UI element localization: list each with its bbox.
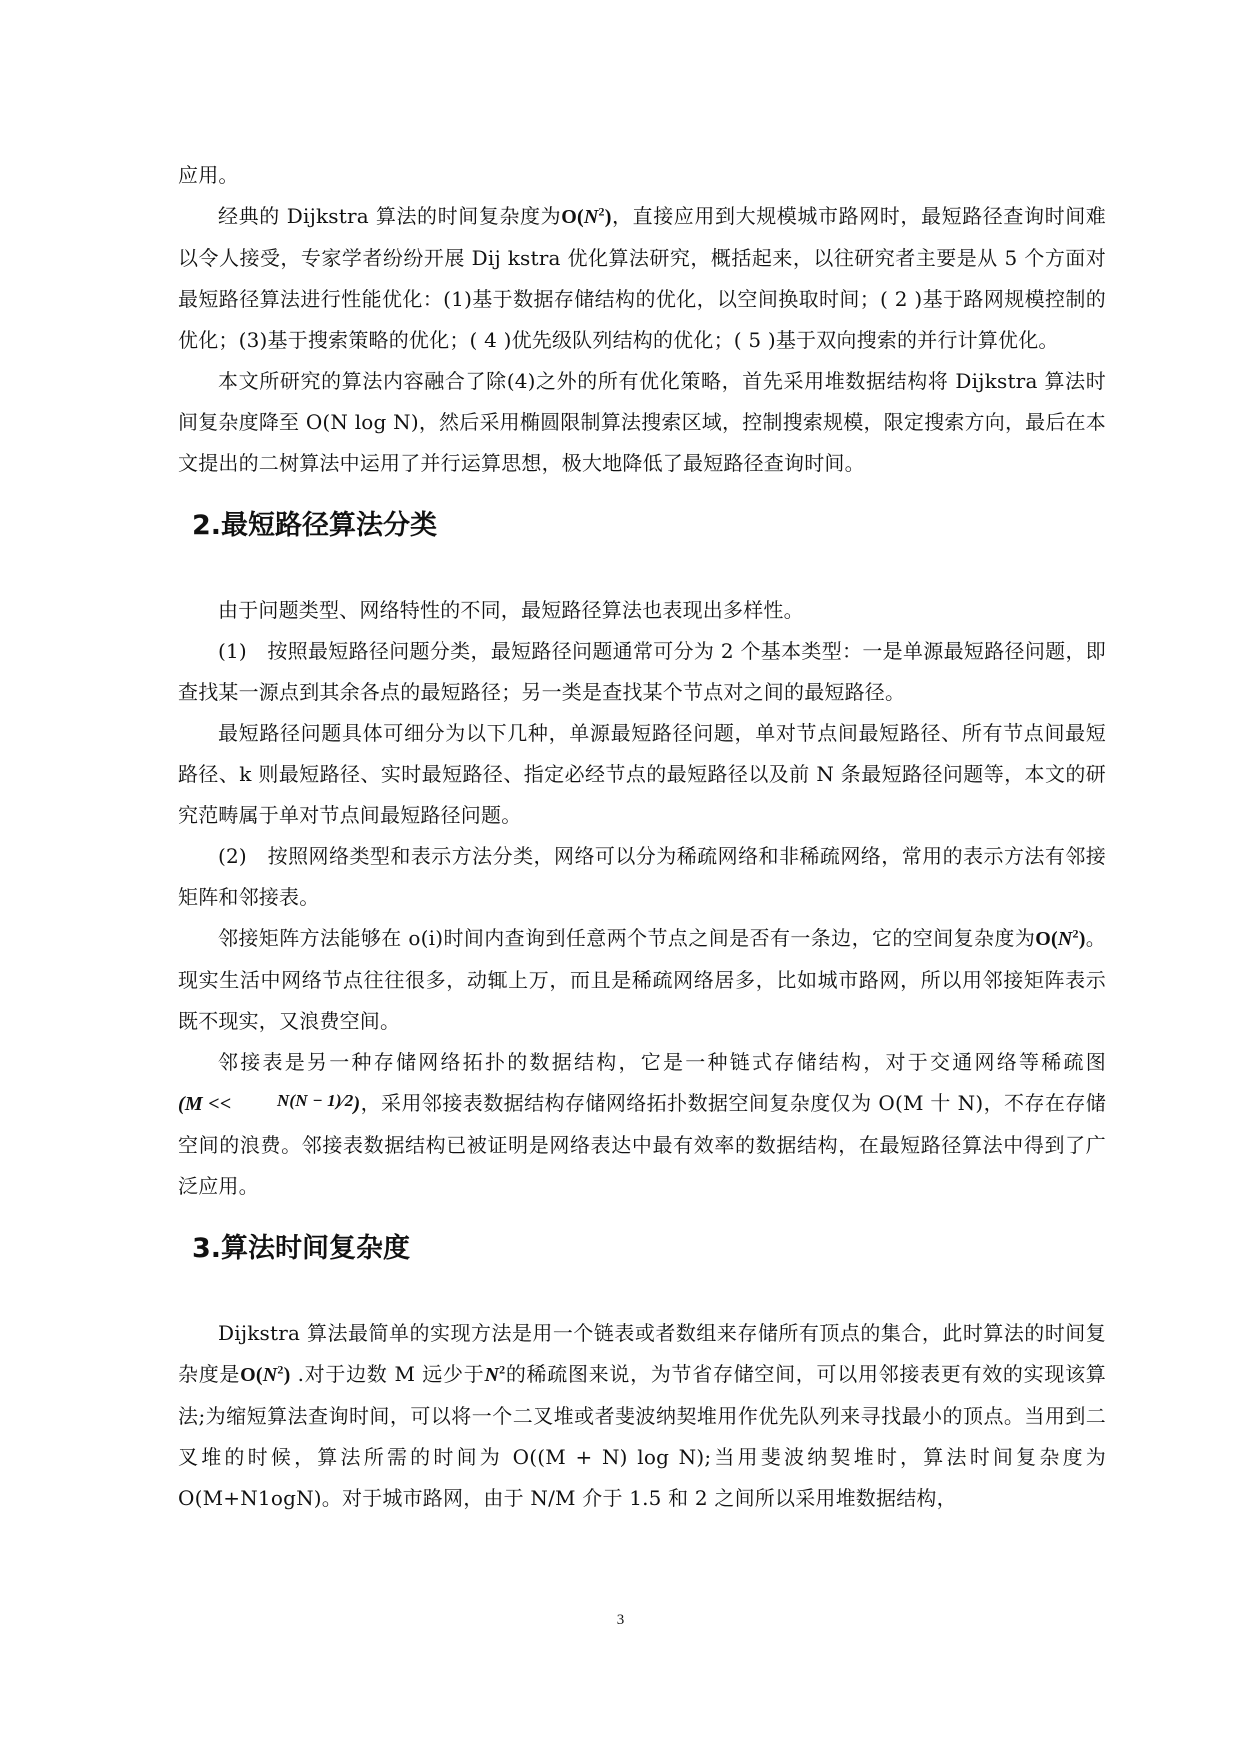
formula-part: )	[1078, 928, 1086, 950]
formula-o-n-squared	[240, 1364, 290, 1386]
page-body	[178, 155, 1106, 1519]
paragraph-adjacency-matrix	[178, 918, 1106, 1042]
formula-part: )	[283, 1364, 291, 1386]
spacer	[178, 546, 1106, 590]
formula-part: N(N − 1)	[276, 1091, 342, 1110]
paragraph-algorithm-overview: 本文所研究的算法内容融合了除(4)之外的所有优化策略，首先采用堆数据结构将 Dijkstra 算法时间复杂度降至 O(N log N)，然后采用椭圆限制算法搜索区域，控制搜索规模，限定搜索方向，最后在本文提出的二树算法中运用了并行运算思想，极大地降低了最短路径查询时间。	[178, 369, 1106, 475]
spacer	[178, 1269, 1106, 1313]
formula-part: 2	[499, 1362, 506, 1377]
formula-fraction	[237, 1080, 354, 1121]
text: ，采用邻接表数据结构存储网络拓扑数据空间复杂度仅为 O(M 十 N)，不存在存储空间的浪费。邻接表数据结构已被证明是网络表达中最有效率的数据结构，在最短路径算法中得到了广泛应用。	[178, 1091, 1106, 1198]
paragraph: (1) 按照最短路径问题分类，最短路径问题通常可分为 2 个基本类型：一是单源最短路径问题，即查找某一源点到其余各点的最短路径；另一类是查找某个节点对之间的最短路径。	[178, 639, 1106, 704]
formula-o-n-squared	[1035, 928, 1085, 950]
formula-sparse-condition: (M << N(N − 1)⁄2)	[178, 1093, 360, 1115]
paragraph: (2) 按照网络类型和表示方法分类，网络可以分为稀疏网络和非稀疏网络，常用的表示方法有邻接矩阵和邻接表。	[178, 844, 1106, 909]
paragraph-time-complexity	[178, 1313, 1106, 1519]
section-heading-3: 3.算法时间复杂度	[192, 1233, 411, 1264]
formula-part: M	[184, 1093, 203, 1115]
formula-o-n-squared	[561, 206, 611, 228]
page-number: 3	[616, 1612, 625, 1628]
paragraph: 由于问题类型、网络特性的不同，最短路径算法也表现出多样性。	[218, 598, 804, 622]
paragraph-continuation: 应用。	[178, 163, 239, 187]
text: .对于边数 M 远少于	[290, 1362, 485, 1386]
formula-part: 2	[277, 1362, 284, 1377]
formula-part: O(	[240, 1364, 263, 1386]
formula-part: N	[583, 206, 599, 228]
formula-part: <<	[202, 1093, 237, 1115]
text: 邻接矩阵方法能够在 o(i)时间内查询到任意两个节点之间是否有一条边，它的空间复杂度为	[218, 926, 1036, 950]
formula-part: 2	[344, 1091, 354, 1110]
formula-part: ⁄	[341, 1091, 345, 1110]
section-heading-2: 2.最短路径算法分类	[192, 510, 438, 541]
text: 的稀疏图来说，为节省存储空间，可以用邻接表更有效的实现该算法;为缩短算法查询时间，可以将一个二叉堆或者斐波纳契堆用作优先队列来寻找最小的顶点。当用到二叉堆的时候，算法所需的时间为 O((M + N) log N);当用斐波纳契堆时，算法时间复杂度为 O(M+N1ogN)。对于城市路网，由于 N/M 介于 1.5 和 2 之间所以采用堆数据结构，	[178, 1362, 1106, 1510]
formula-part: N	[1057, 928, 1073, 950]
formula-part: )	[604, 206, 612, 228]
text: Dijkstra 算法最简单的实现方法是用一个链表或者数组来存储所有顶点的集合，此时算法的时间复杂度是	[178, 1321, 1106, 1386]
formula-part: O(	[561, 206, 584, 228]
formula-part: N	[262, 1364, 278, 1386]
text: ，直接应用到大规模城市路网时，最短路径查询时间难以令人接受，专家学者纷纷开展 Dij kstra 优化算法研究，概括起来，以往研究者主要是从 5 个方面对最短路径算法进行性能优化：(1)基于数据存储结构的优化，以空间换取时间；( 2 )基于路网规模控制的优化；(3)基于搜索策略的优化；( 4 )优先级队列结构的优化；( 5 )基于双向搜索的并行计算优化。	[178, 204, 1106, 352]
paragraph-adjacency-list	[178, 1042, 1106, 1207]
text: 邻接表是另一种存储网络拓扑的数据结构，它是一种链式存储结构，对于交通网络等稀疏图	[218, 1050, 1106, 1074]
formula-part: O(	[1035, 928, 1058, 950]
formula-n-squared	[484, 1364, 505, 1386]
paragraph: 最短路径问题具体可细分为以下几种，单源最短路径问题，单对节点间最短路径、所有节点间最短路径、k 则最短路径、实时最短路径、指定必经节点的最短路径以及前 N 条最短路径问题等，本文的研究范畴属于单对节点间最短路径问题。	[178, 721, 1106, 827]
text: 。现实生活中网络节点往往很多，动辄上万，而且是稀疏网络居多，比如城市路网，所以用邻接矩阵表示既不现实，又浪费空间。	[178, 926, 1107, 1033]
text: 经典的 Dijkstra 算法的时间复杂度为	[218, 204, 562, 228]
formula-part: 2	[1072, 926, 1079, 941]
formula-part: 2	[598, 204, 605, 219]
formula-part: N	[484, 1364, 500, 1386]
paragraph-dijkstra-complexity	[178, 196, 1106, 361]
